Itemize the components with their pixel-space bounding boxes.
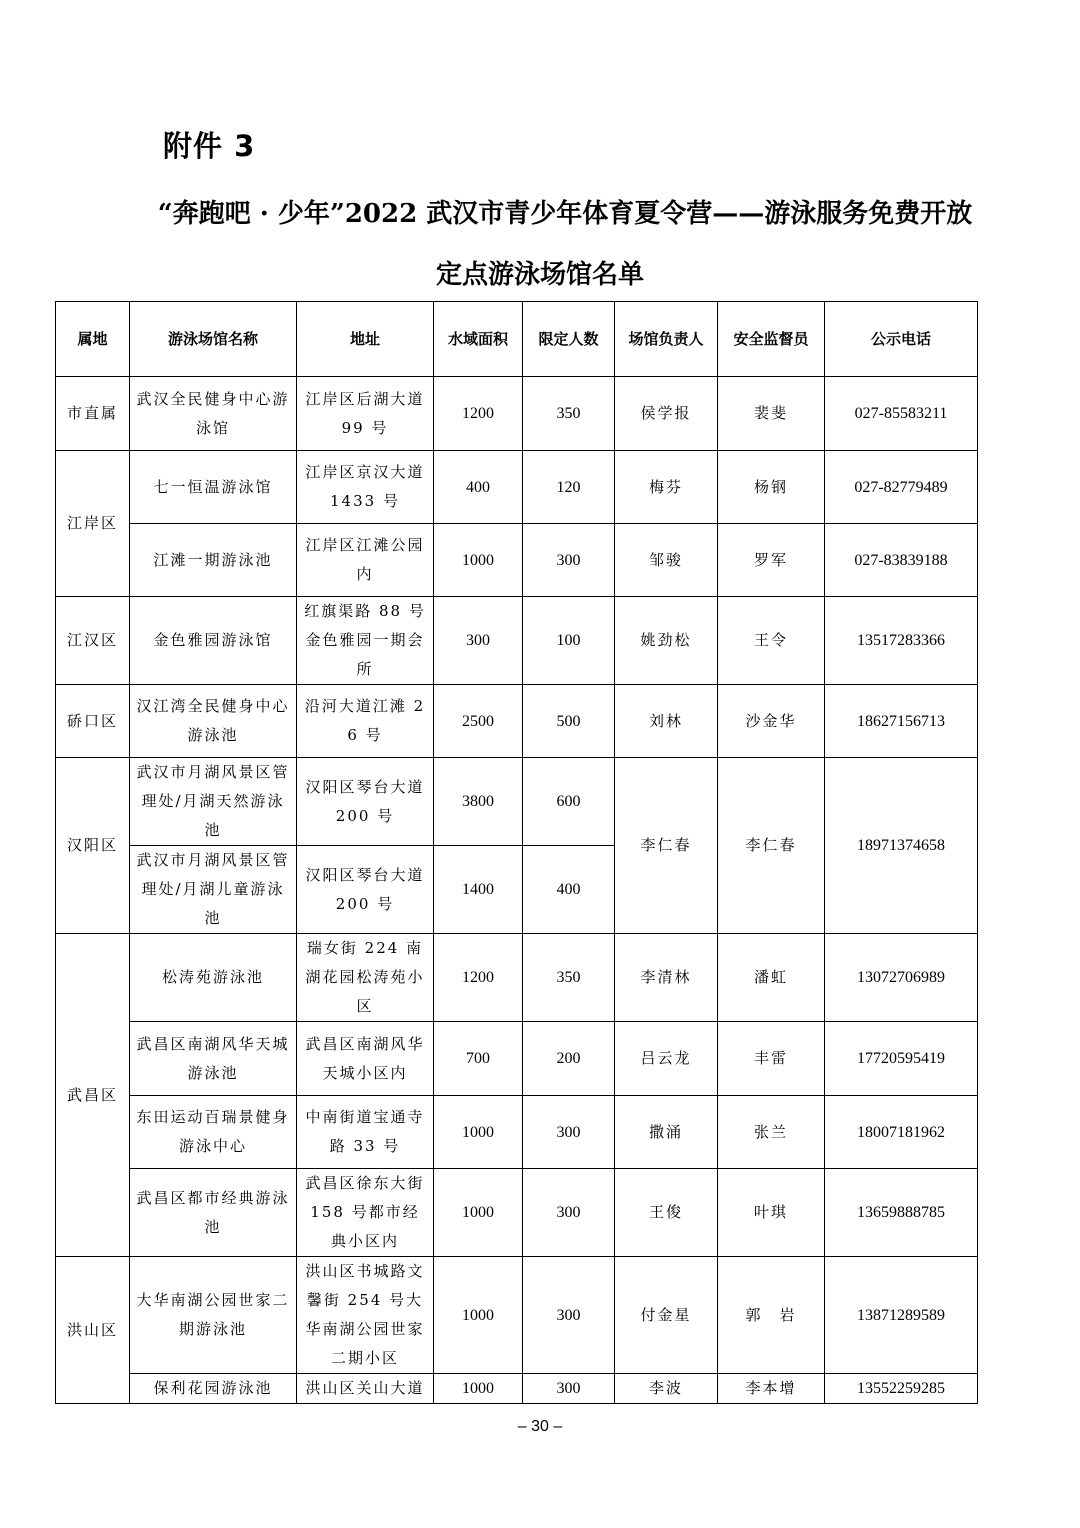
area-cell: 1000 — [434, 1169, 523, 1257]
phone-cell: 13517283366 — [825, 597, 978, 685]
venue-table — [55, 301, 978, 1404]
manager-cell: 李波 — [615, 1374, 718, 1404]
venue-name-cell: 武汉市月湖风景区管理处/月湖儿童游泳池 — [130, 846, 297, 934]
limit-cell: 400 — [523, 846, 615, 934]
header-venue-name: 游泳场馆名称 — [130, 302, 297, 377]
supervisor-cell: 罗军 — [718, 524, 825, 597]
address-cell: 江岸区后湖大道 99 号 — [297, 377, 434, 451]
limit-cell: 300 — [523, 1096, 615, 1169]
manager-cell: 撒涌 — [615, 1096, 718, 1169]
venue-name-cell: 大华南湖公园世家二期游泳池 — [130, 1257, 297, 1374]
manager-cell: 邹骏 — [615, 524, 718, 597]
area-cell: 1000 — [434, 1374, 523, 1404]
supervisor-cell: 李本增 — [718, 1374, 825, 1404]
supervisor-cell: 叶琪 — [718, 1169, 825, 1257]
document-subtitle: 定点游泳场馆名单 — [435, 260, 644, 290]
phone-cell: 027-83839188 — [825, 524, 978, 597]
manager-cell: 付金星 — [615, 1257, 718, 1374]
address-cell: 江岸区江滩公园内 — [297, 524, 434, 597]
district-cell: 硚口区 — [56, 685, 130, 758]
limit-cell: 600 — [523, 758, 615, 846]
venue-name-cell: 东田运动百瑞景健身游泳中心 — [130, 1096, 297, 1169]
venue-name-cell: 汉江湾全民健身中心游泳池 — [130, 685, 297, 758]
limit-cell: 200 — [523, 1022, 615, 1096]
table-row — [56, 524, 978, 597]
header-district: 属地 — [56, 302, 130, 377]
table-row — [56, 758, 978, 846]
district-cell: 武昌区 — [56, 934, 130, 1257]
supervisor-cell: 郭 岩 — [718, 1257, 825, 1374]
phone-cell: 18007181962 — [825, 1096, 978, 1169]
venue-name-cell: 武汉全民健身中心游泳馆 — [130, 377, 297, 451]
supervisor-cell: 裴斐 — [718, 377, 825, 451]
address-cell: 红旗渠路 88 号金色雅园一期会所 — [297, 597, 434, 685]
table-row — [56, 934, 978, 1022]
address-cell: 瑞女街 224 南湖花园松涛苑小区 — [297, 934, 434, 1022]
address-cell: 汉阳区琴台大道 200 号 — [297, 758, 434, 846]
district-cell: 江汉区 — [56, 597, 130, 685]
area-cell: 1000 — [434, 524, 523, 597]
header-address: 地址 — [297, 302, 434, 377]
attachment-label: 附件 3 — [163, 129, 256, 163]
supervisor-cell: 王令 — [718, 597, 825, 685]
table-row — [56, 377, 978, 451]
supervisor-cell: 沙金华 — [718, 685, 825, 758]
area-cell: 1200 — [434, 934, 523, 1022]
address-cell: 沿河大道江滩 26 号 — [297, 685, 434, 758]
limit-cell: 300 — [523, 1374, 615, 1404]
table-row — [56, 1257, 978, 1374]
supervisor-cell: 丰雷 — [718, 1022, 825, 1096]
manager-cell: 李仁春 — [615, 758, 718, 934]
phone-cell: 027-82779489 — [825, 451, 978, 524]
phone-cell: 17720595419 — [825, 1022, 978, 1096]
manager-cell: 梅芬 — [615, 451, 718, 524]
area-cell: 1400 — [434, 846, 523, 934]
venue-name-cell: 金色雅园游泳馆 — [130, 597, 297, 685]
district-cell: 汉阳区 — [56, 758, 130, 934]
supervisor-cell: 李仁春 — [718, 758, 825, 934]
limit-cell: 300 — [523, 1257, 615, 1374]
manager-cell: 李清林 — [615, 934, 718, 1022]
area-cell: 300 — [434, 597, 523, 685]
table-row — [56, 597, 978, 685]
phone-cell: 13552259285 — [825, 1374, 978, 1404]
venue-name-cell: 七一恒温游泳馆 — [130, 451, 297, 524]
limit-cell: 300 — [523, 1169, 615, 1257]
venue-name-cell: 江滩一期游泳池 — [130, 524, 297, 597]
supervisor-cell: 张兰 — [718, 1096, 825, 1169]
address-cell: 江岸区京汉大道 1433 号 — [297, 451, 434, 524]
venue-name-cell: 武昌区南湖风华天城游泳池 — [130, 1022, 297, 1096]
address-cell: 武昌区南湖风华天城小区内 — [297, 1022, 434, 1096]
limit-cell: 120 — [523, 451, 615, 524]
limit-cell: 100 — [523, 597, 615, 685]
manager-cell: 姚劲松 — [615, 597, 718, 685]
limit-cell: 350 — [523, 377, 615, 451]
header-supervisor: 安全监督员 — [718, 302, 825, 377]
district-cell: 市直属 — [56, 377, 130, 451]
table-row — [56, 1374, 978, 1404]
table-row — [56, 685, 978, 758]
limit-cell: 350 — [523, 934, 615, 1022]
manager-cell: 刘林 — [615, 685, 718, 758]
area-cell: 1200 — [434, 377, 523, 451]
address-cell: 中南街道宝通寺路 33 号 — [297, 1096, 434, 1169]
district-cell: 江岸区 — [56, 451, 130, 597]
venue-name-cell: 保利花园游泳池 — [130, 1374, 297, 1404]
page-number: – 30 – — [517, 1418, 563, 1435]
supervisor-cell: 杨钢 — [718, 451, 825, 524]
venue-name-cell: 武汉市月湖风景区管理处/月湖天然游泳池 — [130, 758, 297, 846]
area-cell: 1000 — [434, 1096, 523, 1169]
header-phone: 公示电话 — [825, 302, 978, 377]
header-capacity: 限定人数 — [523, 302, 615, 377]
table-row — [56, 1169, 978, 1257]
area-cell: 400 — [434, 451, 523, 524]
area-cell: 700 — [434, 1022, 523, 1096]
phone-cell: 18627156713 — [825, 685, 978, 758]
phone-cell: 027-85583211 — [825, 377, 978, 451]
phone-cell: 13871289589 — [825, 1257, 978, 1374]
area-cell: 1000 — [434, 1257, 523, 1374]
address-cell: 洪山区关山大道 — [297, 1374, 434, 1404]
address-cell: 洪山区书城路文馨街 254 号大华南湖公园世家二期小区 — [297, 1257, 434, 1374]
header-manager: 场馆负责人 — [615, 302, 718, 377]
venue-name-cell: 松涛苑游泳池 — [130, 934, 297, 1022]
limit-cell: 300 — [523, 524, 615, 597]
address-cell: 武昌区徐东大街 158 号都市经典小区内 — [297, 1169, 434, 1257]
area-cell: 2500 — [434, 685, 523, 758]
table-header-row — [56, 302, 978, 377]
phone-cell: 13072706989 — [825, 934, 978, 1022]
table-row — [56, 1096, 978, 1169]
manager-cell: 王俊 — [615, 1169, 718, 1257]
header-water-area: 水域面积 — [434, 302, 523, 377]
supervisor-cell: 潘虹 — [718, 934, 825, 1022]
table-row — [56, 451, 978, 524]
venue-name-cell: 武昌区都市经典游泳池 — [130, 1169, 297, 1257]
table-row — [56, 1022, 978, 1096]
phone-cell: 13659888785 — [825, 1169, 978, 1257]
district-cell: 洪山区 — [56, 1257, 130, 1404]
phone-cell: 18971374658 — [825, 758, 978, 934]
manager-cell: 吕云龙 — [615, 1022, 718, 1096]
limit-cell: 500 — [523, 685, 615, 758]
address-cell: 汉阳区琴台大道 200 号 — [297, 846, 434, 934]
document-title: “奔跑吧 · 少年”2022 武汉市青少年体育夏令营——游泳服务免费开放 — [157, 199, 973, 229]
area-cell: 3800 — [434, 758, 523, 846]
manager-cell: 侯学报 — [615, 377, 718, 451]
